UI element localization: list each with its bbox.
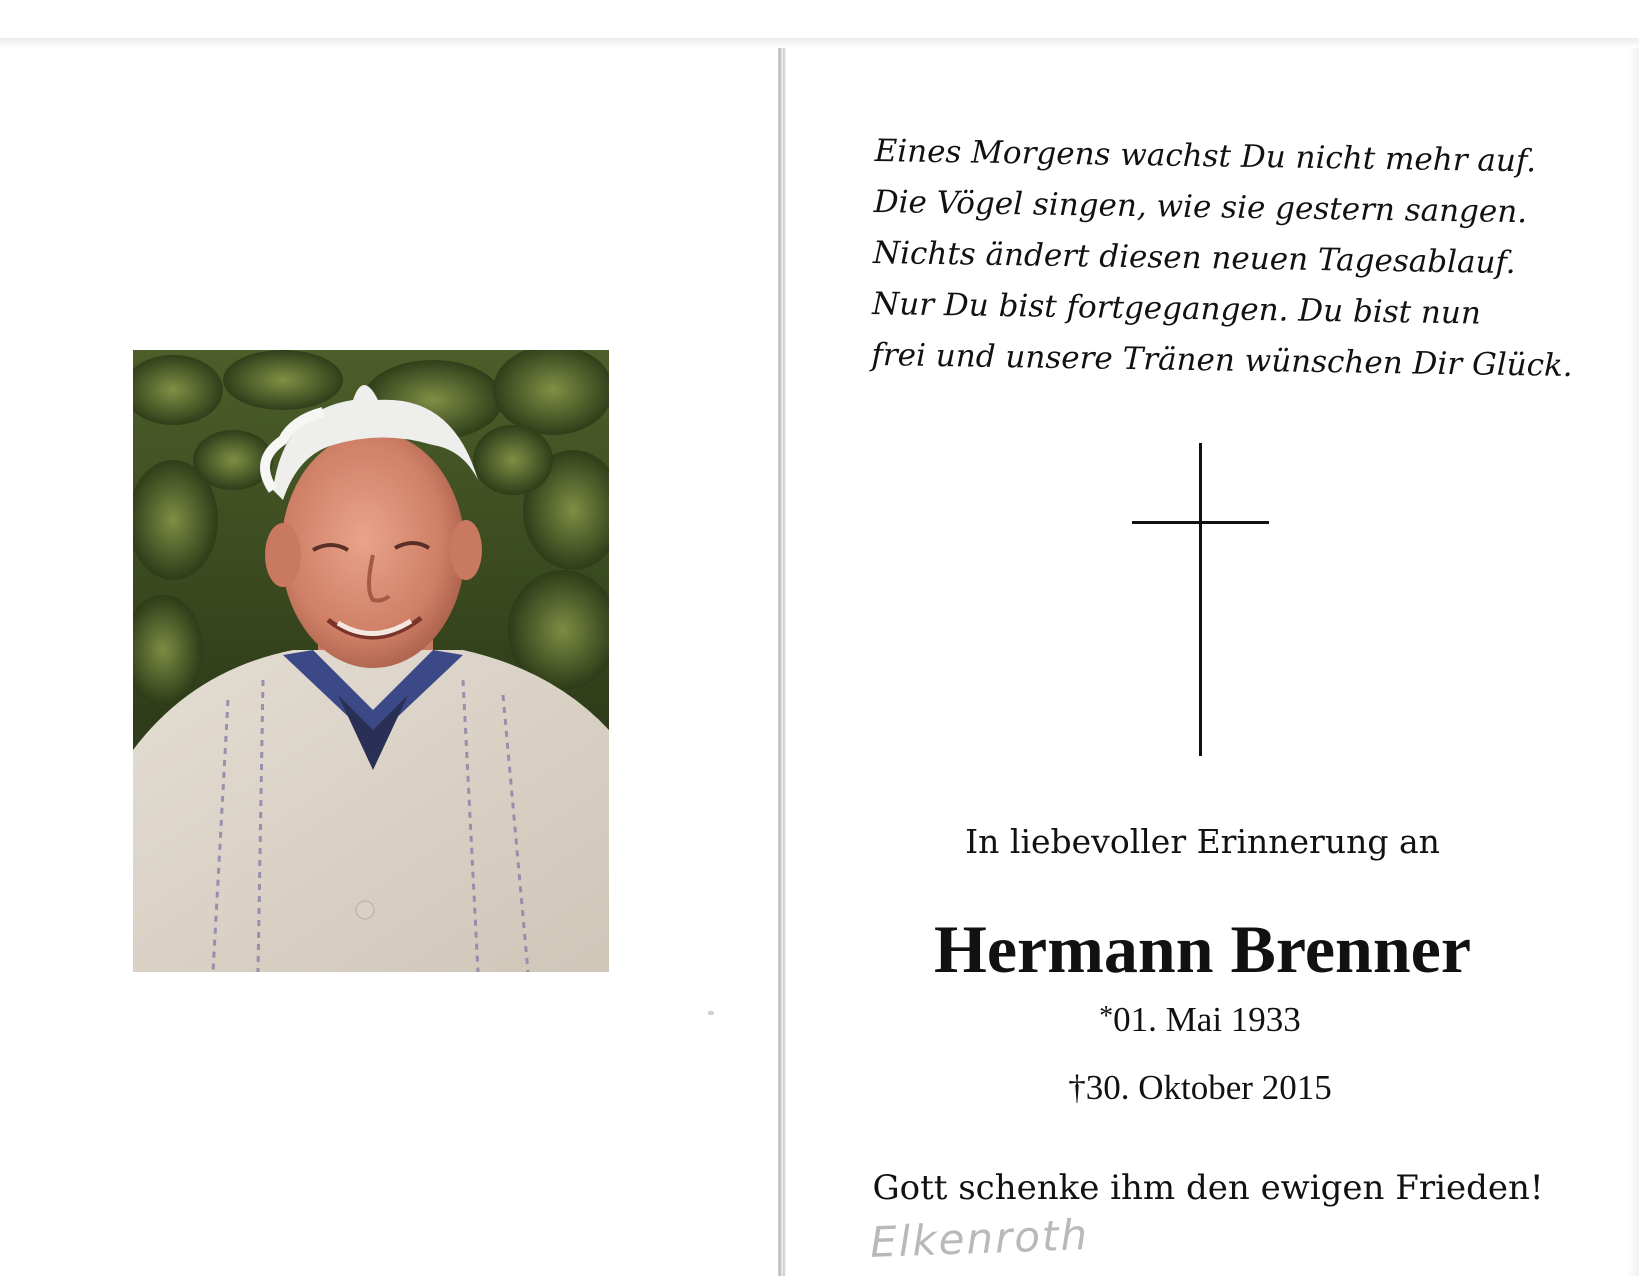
scan-top-edge: [0, 38, 1639, 48]
birth-star-icon: *: [1099, 1001, 1114, 1032]
death-date-line: [1010, 1068, 1390, 1108]
death-dagger-icon: †: [1068, 1068, 1086, 1107]
cross-horizontal-bar: [1132, 521, 1269, 524]
poem-line: Nichts ändert diesen neuen Tagesablauf.: [872, 234, 1516, 282]
deceased-name: Hermann Brenner: [933, 911, 1472, 987]
memorial-intro: In liebevoller Erinnerung an: [965, 822, 1440, 861]
poem-line: frei und unsere Tränen wünschen Dir Glück.: [871, 336, 1573, 384]
birth-date: 01. Mai 1933: [1113, 1000, 1301, 1039]
blessing-text: Gott schenke ihm den ewigen Frieden!: [872, 1168, 1544, 1208]
handwritten-place-note: Elkenroth: [869, 1210, 1090, 1267]
poem-line: Die Vögel singen, wie sie gestern sangen.: [873, 183, 1528, 231]
death-date: 30. Oktober 2015: [1085, 1068, 1332, 1107]
poem-line: Nur Du bist fortgegangen. Du bist nun: [871, 285, 1482, 332]
cross-vertical-bar: [1199, 443, 1202, 756]
poem-verse: [871, 126, 1575, 392]
card-fold-line: [778, 48, 786, 1276]
poem-line: Eines Morgens wachst Du nicht mehr auf.: [874, 132, 1537, 180]
paper-speck: [708, 1011, 714, 1015]
scan-right-edge: [1627, 48, 1639, 1276]
portrait-photo: [133, 350, 609, 972]
birth-date-line: [1040, 1000, 1360, 1040]
